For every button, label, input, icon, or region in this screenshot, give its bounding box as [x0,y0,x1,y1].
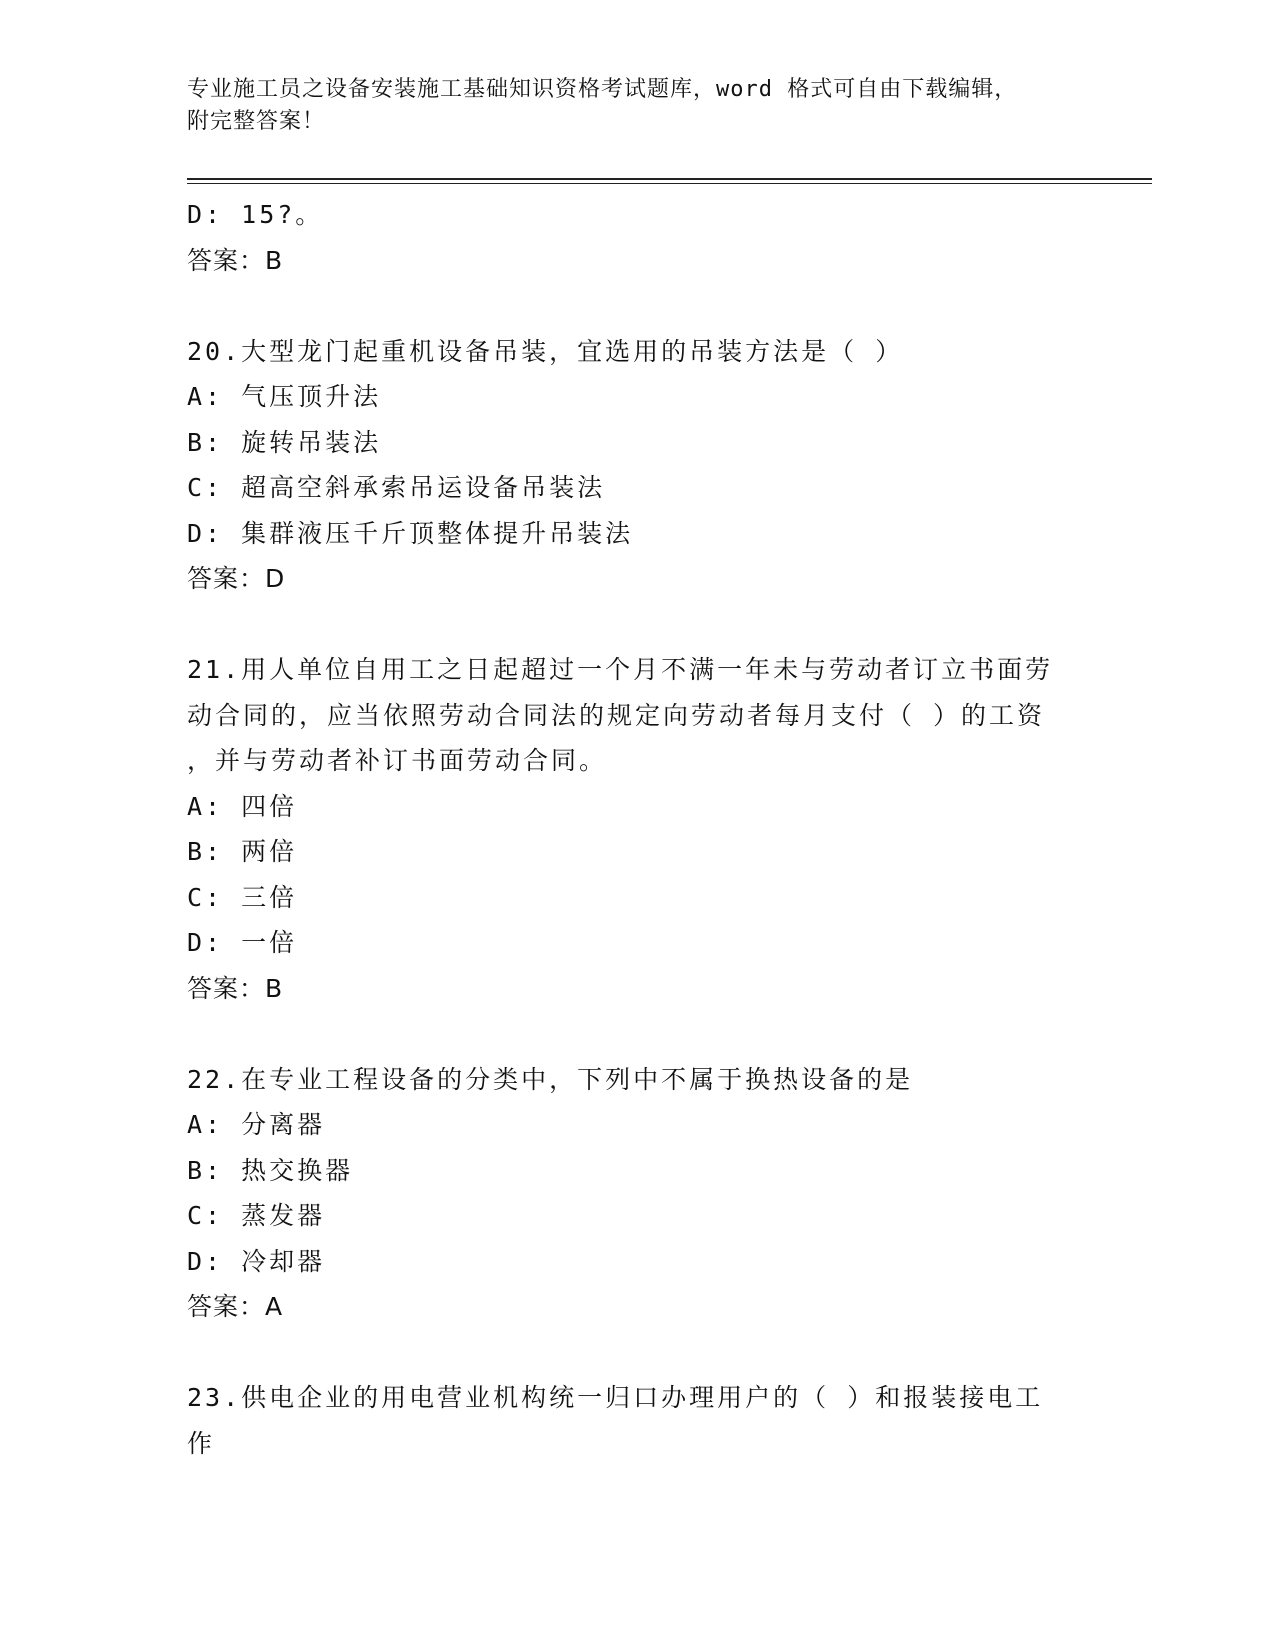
question-stem [187,647,1087,784]
question-list [187,192,1087,1466]
question-21 [187,647,1087,1011]
option-d: D: 一倍 [187,928,298,957]
stem-line: 作 [187,1428,216,1458]
question-22 [187,1057,1087,1330]
prev-answer: 答案：B [187,245,284,275]
document-header [187,74,1067,138]
question-stem [187,1057,1087,1103]
option-d: D: 集群液压千斤顶整体提升吊装法 [187,518,634,548]
answer: 答案：B [187,973,284,1003]
stem-line: 动合同的，应当依照劳动合同法的规定向劳动者每月支付（ ）的工资 [187,700,1046,730]
option-d: D: 冷却器 [187,1246,326,1276]
option-c: C: 蒸发器 [187,1201,326,1230]
option-b: B: 两倍 [187,837,298,866]
option-b: B: 旋转吊装法 [187,427,382,457]
option-c: C: 三倍 [187,882,298,912]
spacer [187,1011,1087,1057]
stem-line: 23.供电企业的用电营业机构统一归口办理用户的（ ）和报装接电工 [187,1383,1044,1412]
stem-line: 21.用人单位自用工之日起超过一个月不满一年未与劳动者订立书面劳 [187,655,1054,684]
answer: 答案：D [187,564,286,593]
option-b: B: 热交换器 [187,1155,354,1185]
question-20 [187,329,1087,602]
option-c: C: 超高空斜承索吊运设备吊装法 [187,473,606,502]
prev-option-d: D: 15?。 [187,200,324,229]
header-line-2: 附完整答案！ [187,109,326,134]
spacer [187,1330,1087,1376]
stem-line: 20.大型龙门起重机设备吊装，宜选用的吊装方法是（ ） [187,336,904,366]
answer: 答案：A [187,1292,284,1321]
header-divider [187,178,1152,180]
stem-line: ，并与劳动者补订书面劳动合同。 [187,746,608,775]
question-stem [187,1375,1087,1466]
header-divider-thin [187,183,1152,184]
stem-line: 22.在专业工程设备的分类中，下列中不属于换热设备的是 [187,1064,914,1094]
header-line-1: 专业施工员之设备安装施工基础知识资格考试题库，word 格式可自由下载编辑， [187,77,1018,102]
spacer [187,602,1087,648]
spacer [187,283,1087,329]
question-23 [187,1375,1087,1466]
option-a: A: 分离器 [187,1110,326,1139]
option-a: A: 四倍 [187,791,298,821]
question-stem [187,329,1087,375]
option-a: A: 气压顶升法 [187,382,382,411]
